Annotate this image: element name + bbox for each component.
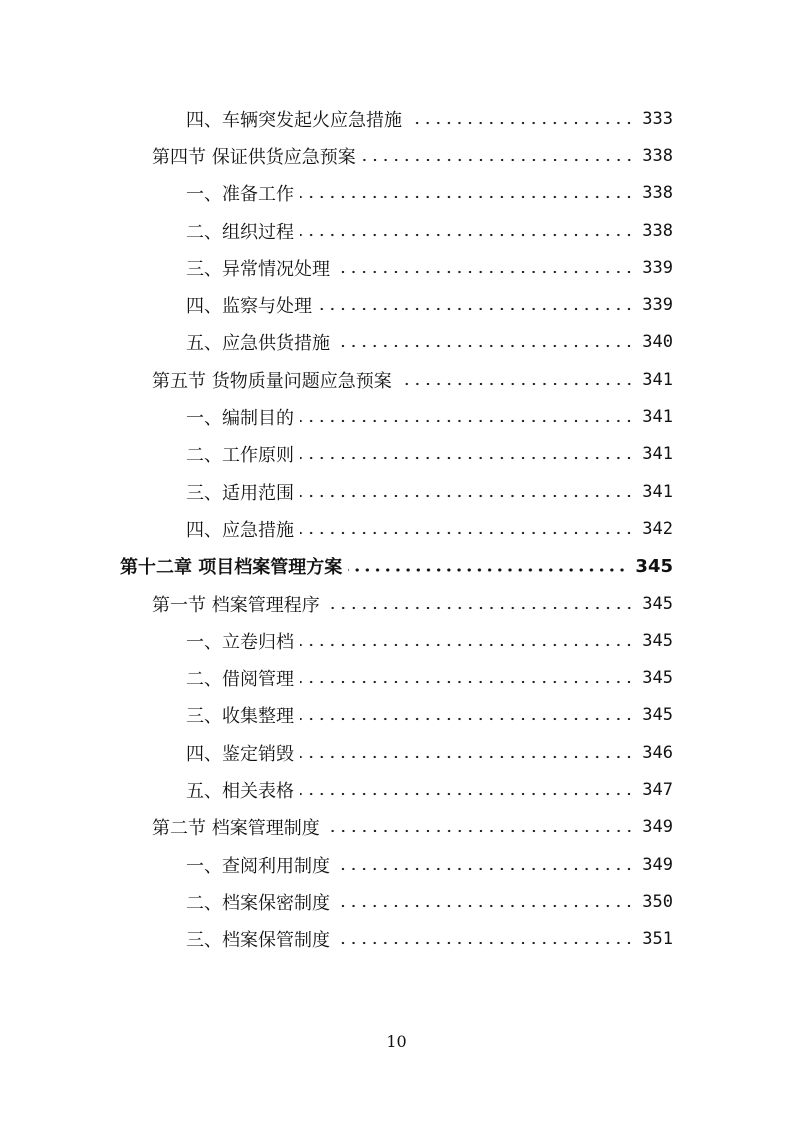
toc-entry-page: 341: [642, 444, 673, 465]
toc-entry-title: 三、收集整理: [186, 706, 294, 728]
toc-dot-leader: [336, 270, 634, 274]
toc-chapter-entry[interactable]: [0, 548, 793, 585]
toc-entry-title: 三、档案保管制度: [186, 930, 330, 952]
toc-entry-title: 二、工作原则: [186, 445, 294, 467]
toc-dot-leader: [362, 158, 635, 162]
toc-entry[interactable]: [0, 286, 793, 323]
toc-entry-title: 一、立卷归档: [186, 631, 294, 653]
toc-entry-title: 二、借阅管理: [186, 669, 294, 691]
toc-entry-title: 一、查阅利用制度: [186, 855, 330, 877]
toc-entry-title: 第五节 货物质量问题应急预案: [152, 370, 392, 392]
toc-entry-page: 350: [642, 891, 673, 912]
toc-entry-title: 四、监察与处理: [186, 296, 312, 318]
toc-entry[interactable]: [0, 324, 793, 361]
toc-entry[interactable]: [0, 883, 793, 920]
toc-dot-leader: [300, 233, 634, 237]
toc-entry-page: 345: [642, 668, 673, 689]
toc-entry-page: 345: [642, 593, 673, 614]
toc-entry-title: 一、准备工作: [186, 184, 294, 206]
toc-dot-leader: [318, 307, 634, 311]
toc-dot-leader: [300, 419, 634, 423]
toc-entry[interactable]: [0, 510, 793, 547]
toc-entry-page: 333: [642, 108, 673, 129]
toc-entry-title: 二、档案保密制度: [186, 892, 330, 914]
toc-entry[interactable]: [0, 175, 793, 212]
toc-entry-title: 五、应急供货措施: [186, 333, 330, 355]
toc-entry[interactable]: [0, 473, 793, 510]
toc-dot-leader: [300, 531, 634, 535]
toc-entry-page: 338: [642, 183, 673, 204]
table-of-contents: [0, 100, 793, 958]
toc-dot-leader: [348, 568, 627, 572]
toc-entry[interactable]: [0, 809, 793, 846]
toc-entry-title: 四、车辆突发起火应急措施: [186, 109, 402, 131]
page-number: 10: [386, 1032, 407, 1051]
toc-dot-leader: [300, 680, 634, 684]
toc-entry-page: 349: [642, 854, 673, 875]
toc-entry[interactable]: [0, 622, 793, 659]
toc-dot-leader: [408, 121, 634, 125]
toc-dot-leader: [336, 867, 634, 871]
toc-entry-page: 341: [642, 407, 673, 428]
toc-dot-leader: [336, 941, 634, 945]
toc-entry-page: 339: [642, 295, 673, 316]
toc-dot-leader: [398, 382, 635, 386]
toc-entry[interactable]: [0, 361, 793, 398]
toc-entry[interactable]: [0, 697, 793, 734]
toc-entry-page: 342: [642, 518, 673, 539]
toc-dot-leader: [326, 829, 635, 833]
toc-entry-page: 339: [642, 257, 673, 278]
toc-entry[interactable]: [0, 212, 793, 249]
toc-entry-page: 338: [642, 220, 673, 241]
toc-dot-leader: [300, 755, 634, 759]
toc-entry-title: 第一节 档案管理程序: [152, 594, 320, 616]
toc-entry-page: 345: [642, 630, 673, 651]
toc-entry-page: 347: [642, 779, 673, 800]
toc-entry-title: 二、组织过程: [186, 221, 294, 243]
toc-entry[interactable]: [0, 436, 793, 473]
toc-entry-page: 345: [635, 555, 673, 577]
toc-entry[interactable]: [0, 585, 793, 622]
toc-dot-leader: [326, 606, 635, 610]
toc-entry[interactable]: [0, 137, 793, 174]
toc-entry-page: 338: [642, 145, 673, 166]
toc-dot-leader: [300, 717, 634, 721]
toc-entry[interactable]: [0, 398, 793, 435]
toc-entry-title: 第四节 保证供货应急预案: [152, 146, 356, 168]
toc-dot-leader: [300, 195, 634, 199]
toc-entry[interactable]: [0, 921, 793, 958]
toc-entry-title: 一、编制目的: [186, 408, 294, 430]
toc-entry[interactable]: [0, 659, 793, 696]
toc-entry[interactable]: [0, 771, 793, 808]
toc-entry-title: 三、异常情况处理: [186, 258, 330, 280]
toc-entry-page: 349: [642, 817, 673, 838]
toc-entry[interactable]: [0, 734, 793, 771]
toc-entry-title: 四、应急措施: [186, 519, 294, 541]
toc-dot-leader: [300, 494, 634, 498]
toc-entry-title: 第十二章 项目档案管理方案: [120, 557, 343, 579]
toc-entry-page: 345: [642, 705, 673, 726]
toc-dot-leader: [300, 456, 634, 460]
toc-dot-leader: [336, 344, 634, 348]
toc-entry-title: 四、鉴定销毁: [186, 743, 294, 765]
toc-entry-page: 341: [642, 369, 673, 390]
toc-entry-title: 三、适用范围: [186, 482, 294, 504]
toc-entry-page: 341: [642, 481, 673, 502]
toc-entry-page: 351: [642, 929, 673, 950]
toc-entry-title: 五、相关表格: [186, 780, 294, 802]
toc-dot-leader: [336, 904, 634, 908]
toc-entry[interactable]: [0, 249, 793, 286]
toc-entry[interactable]: [0, 846, 793, 883]
toc-entry-page: 346: [642, 742, 673, 763]
toc-entry-page: 340: [642, 332, 673, 353]
toc-entry-title: 第二节 档案管理制度: [152, 818, 320, 840]
toc-entry[interactable]: [0, 100, 793, 137]
toc-dot-leader: [300, 643, 634, 647]
toc-dot-leader: [300, 792, 634, 796]
